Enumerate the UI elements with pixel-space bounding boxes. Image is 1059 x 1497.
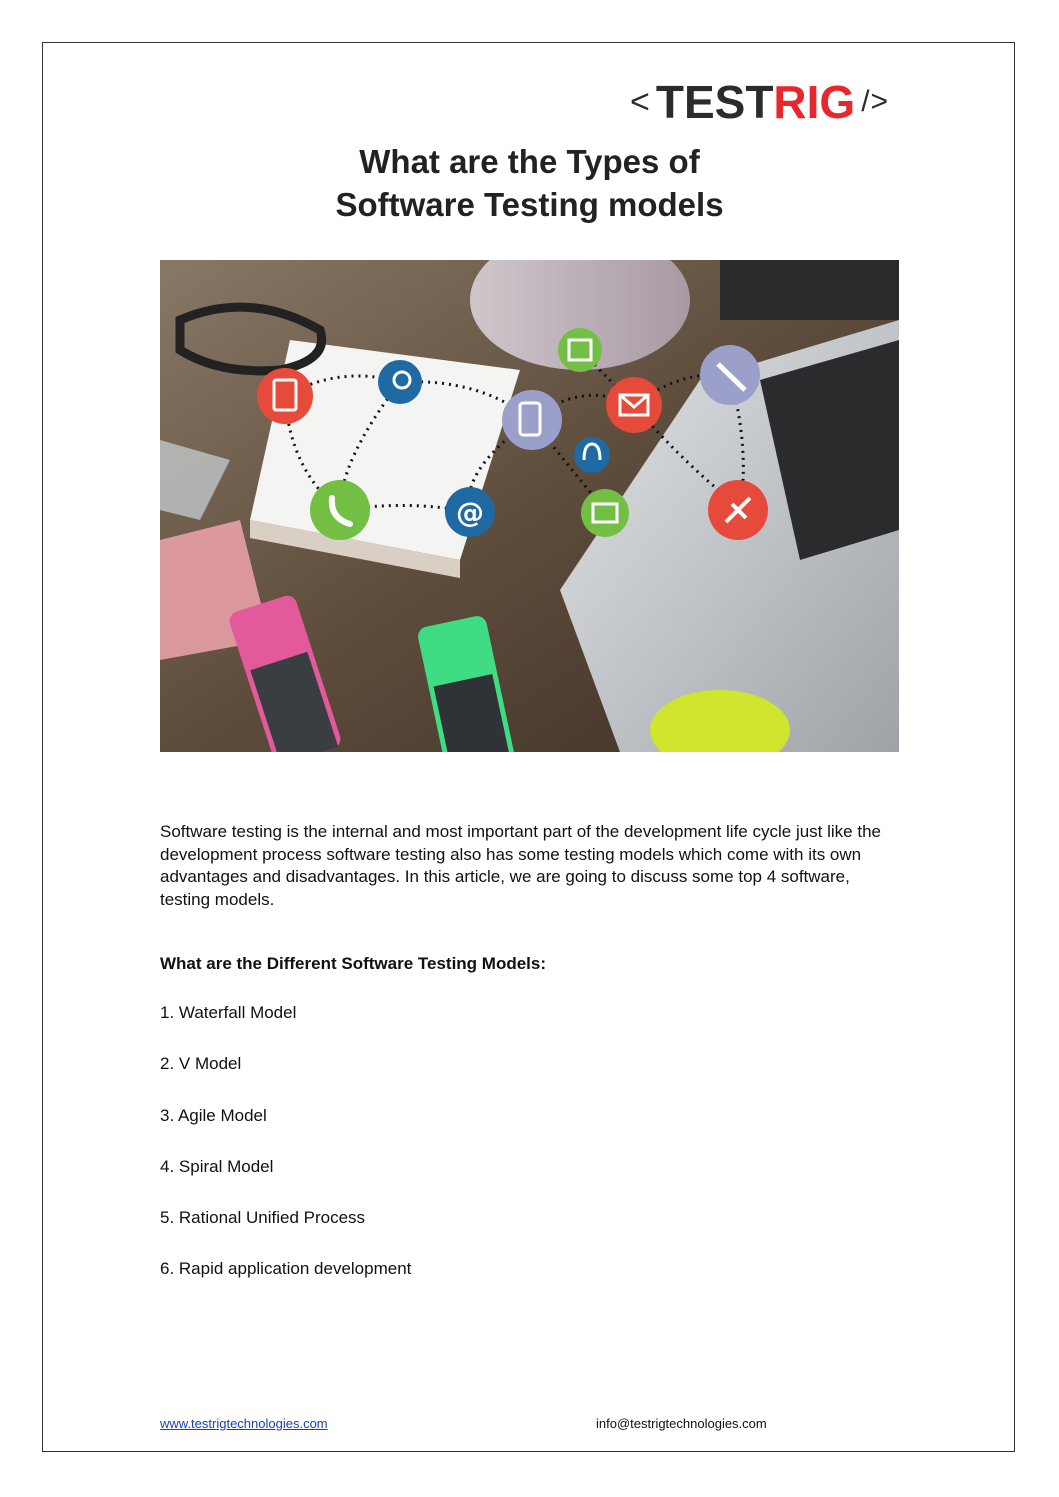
testrig-logo xyxy=(630,76,889,128)
logo-text-test: TEST xyxy=(655,76,774,128)
contact-email: info@testrigtechnologies.com xyxy=(596,1416,767,1431)
page-title xyxy=(0,140,1059,226)
notebook-icon xyxy=(257,368,313,424)
logo-text-rig: RIG xyxy=(773,76,856,128)
headset-icon xyxy=(574,437,610,473)
svg-text:@: @ xyxy=(456,496,484,529)
hero-image xyxy=(160,260,899,752)
list-item: 6. Rapid application development xyxy=(160,1259,412,1279)
title-line-2: Software Testing models xyxy=(335,186,724,223)
website-link[interactable]: www.testrigtechnologies.com xyxy=(160,1416,328,1431)
list-item: 1. Waterfall Model xyxy=(160,1003,297,1022)
models-subheading: What are the Different Software Testing Models: xyxy=(160,954,547,973)
logo-open-bracket: < xyxy=(630,82,650,121)
mobile-chat-icon xyxy=(502,390,562,450)
calendar-icon xyxy=(558,328,602,372)
list-item: 4. Spiral Model xyxy=(160,1156,274,1176)
mail-icon xyxy=(606,377,662,433)
phone-icon xyxy=(310,480,370,540)
folder-icon xyxy=(581,489,629,537)
models-list xyxy=(160,1002,411,1310)
list-item: 5. Rational Unified Process xyxy=(160,1208,366,1228)
article-body xyxy=(160,821,890,1279)
list-item: 2. V Model xyxy=(160,1054,242,1074)
hero-illustration xyxy=(160,260,899,752)
list-item: 3. Agile Model xyxy=(160,1105,267,1125)
title-line-1: What are the Types of xyxy=(359,143,700,180)
logo-close-tag: /> xyxy=(861,85,890,118)
search-user-icon xyxy=(378,360,422,404)
intro-paragraph: Software testing is the internal and most important part of the development life cycle just like the development process software testing also has some testing models which come with its own advantages and disadvantages. In this article, we are going to discuss some top 4 software, testing models. xyxy=(160,822,881,909)
